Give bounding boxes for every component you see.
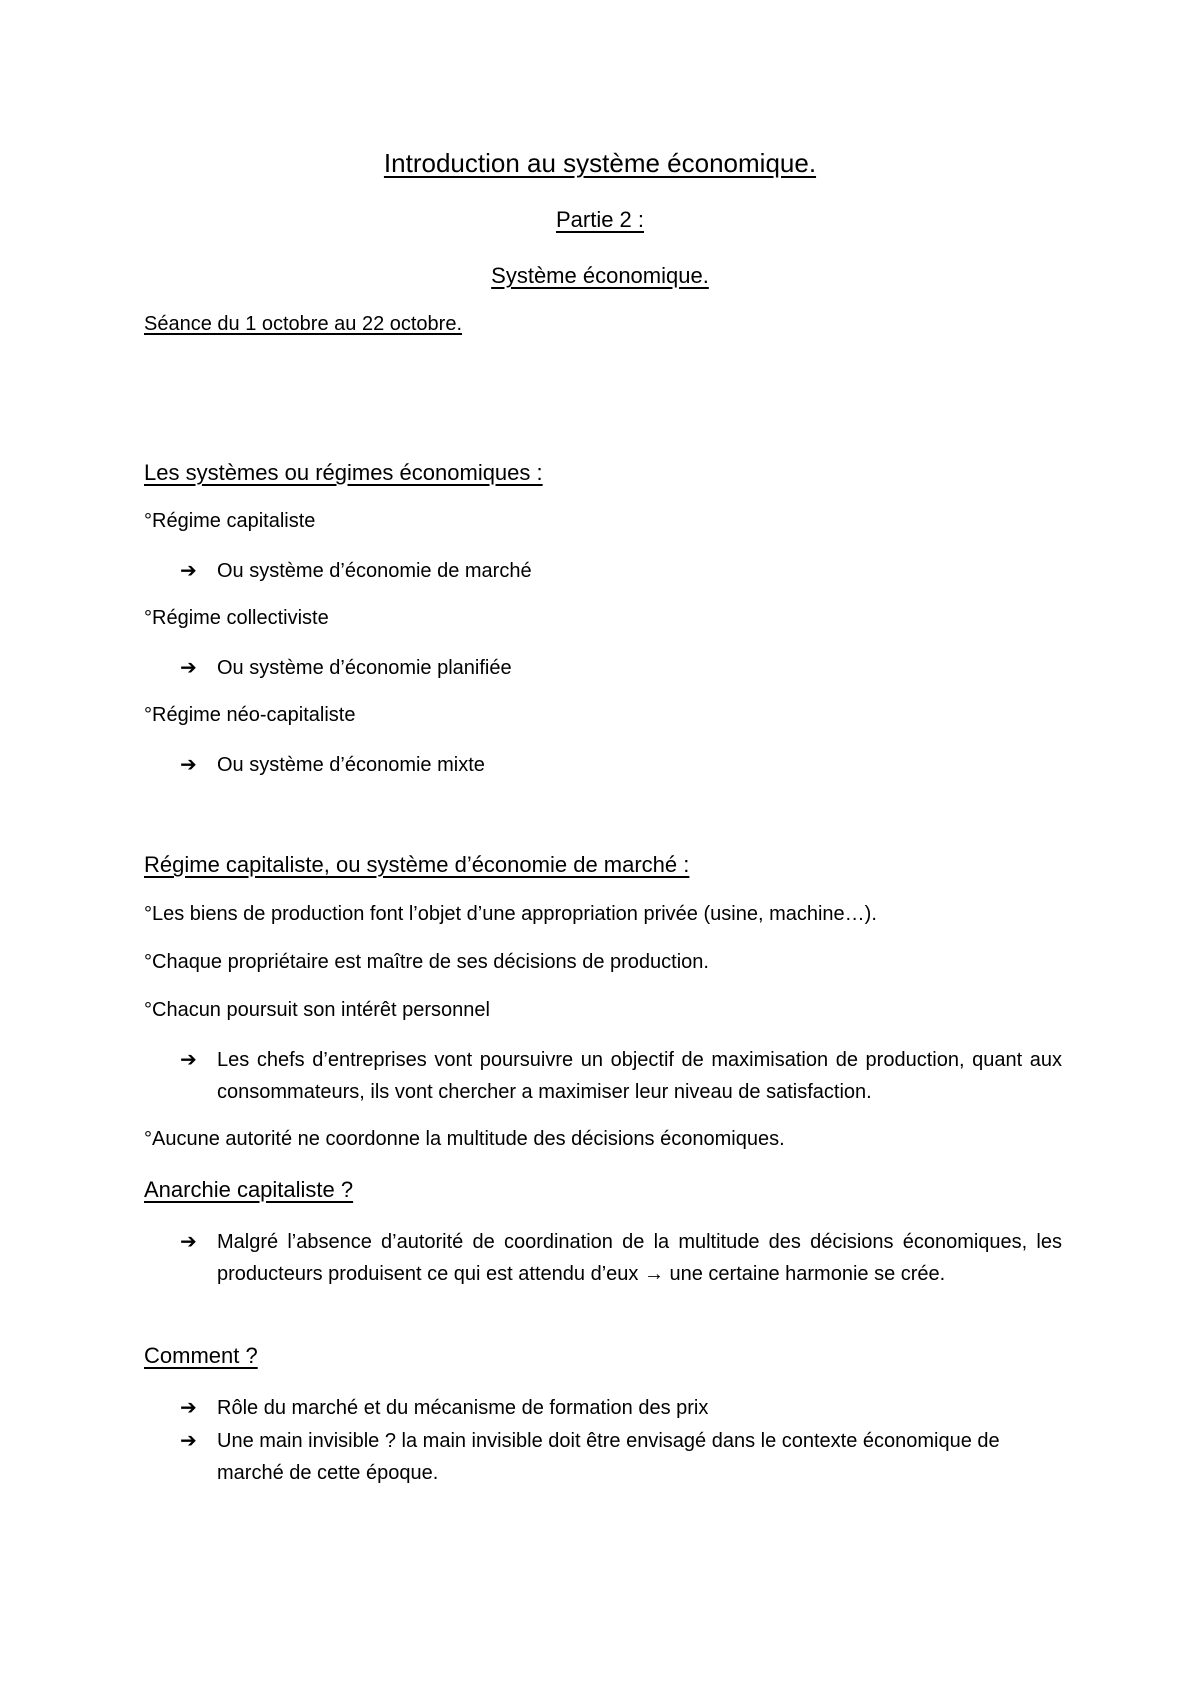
capitalist-point-1: °Les biens de production font l’objet d’une appropriation privée (usine, machine…).: [144, 903, 877, 925]
regime-neocapitalist-bullet: [180, 749, 1062, 781]
regime-neocapitalist-label: °Régime néo-capitaliste: [144, 704, 356, 726]
bullet-text: Ou système d’économie planifiée: [217, 657, 512, 679]
bullet-text: Les chefs d’entreprises vont poursuivre un objectif de maximisation de production, quant aux consommateurs, ils vont chercher a maximiser leur niveau de satisfaction.: [217, 1049, 1062, 1103]
arrow-right-icon: ➔: [180, 1430, 197, 1452]
regime-capitalist-label: °Régime capitaliste: [144, 510, 316, 532]
anarchy-bullet: [180, 1226, 1062, 1290]
section-heading-anarchy: Anarchie capitaliste ?: [144, 1177, 354, 1202]
session-dates: Séance du 1 octobre au 22 octobre.: [144, 313, 463, 335]
regime-capitalist-bullet: [180, 555, 1062, 587]
section-heading-capitalist: Régime capitaliste, ou système d’économie de marché :: [144, 852, 690, 877]
arrow-right-icon: ➔: [180, 1231, 197, 1253]
document-title: Introduction au système économique.: [383, 148, 817, 178]
capitalist-point-3: °Chacun poursuit son intérêt personnel: [144, 999, 490, 1021]
regime-collectivist-bullet: [180, 652, 1062, 684]
part-subtitle: Système économique.: [491, 263, 709, 288]
arrow-right-icon: ➔: [180, 560, 197, 582]
part-label: Partie 2 :: [555, 207, 645, 232]
bullet-text: Ou système d’économie de marché: [217, 560, 532, 582]
how-bullet-1: [180, 1392, 1062, 1424]
capitalist-bullet: [180, 1044, 1062, 1108]
bullet-text: Malgré l’absence d’autorité de coordination de la multitude des décisions économiques, les producteurs produisent ce qui est attendu d’eux → une certaine harmonie se crée.: [217, 1231, 1062, 1285]
arrow-right-icon: ➔: [180, 754, 197, 776]
arrow-right-icon: ➔: [180, 657, 197, 679]
how-bullet-2: [180, 1425, 1062, 1489]
bullet-text: Rôle du marché et du mécanisme de formation des prix: [217, 1397, 709, 1419]
regime-collectivist-label: °Régime collectiviste: [144, 607, 329, 629]
bullet-text: Une main invisible ? la main invisible doit être envisagé dans le contexte économique de marché de cette époque.: [217, 1430, 1000, 1484]
arrow-right-icon: ➔: [180, 1397, 197, 1419]
bullet-text: Ou système d’économie mixte: [217, 754, 485, 776]
capitalist-point-2: °Chaque propriétaire est maître de ses décisions de production.: [144, 951, 709, 973]
section-heading-systems: Les systèmes ou régimes économiques :: [144, 460, 543, 485]
section-heading-how: Comment ?: [144, 1343, 258, 1368]
capitalist-point-4: °Aucune autorité ne coordonne la multitude des décisions économiques.: [144, 1128, 785, 1150]
arrow-right-icon: ➔: [180, 1049, 197, 1071]
